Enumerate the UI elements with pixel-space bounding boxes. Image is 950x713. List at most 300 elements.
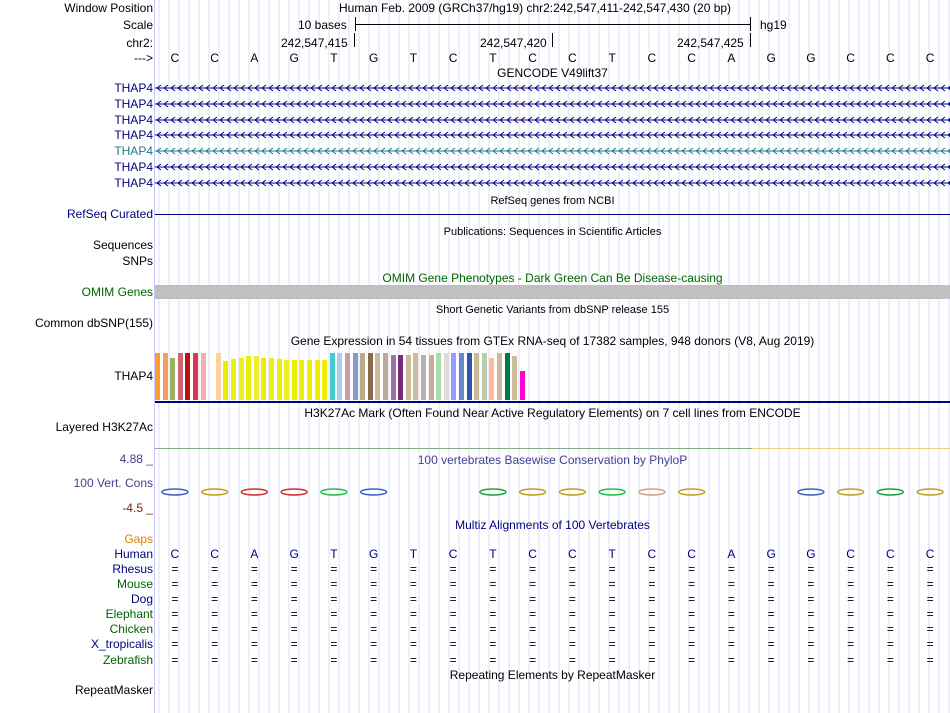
aligned-base-match: = [529,592,537,606]
aligned-base-match: = [886,653,894,667]
gtex-tissue-bar[interactable] [185,353,190,401]
aligned-base-match: = [489,637,497,651]
sequences-label[interactable]: Sequences [92,238,153,252]
human-base-letter: C [568,547,577,561]
aligned-base-match: = [886,562,894,576]
base-letter: T [330,51,338,65]
aligned-base-match: = [926,653,934,667]
aligned-base-match: = [767,637,775,651]
base-letter: C [886,51,895,65]
aligned-base-match: = [250,607,258,621]
aligned-base-match: = [290,577,298,591]
aligned-base-match: = [608,592,616,606]
human-base-letter: C [925,547,935,561]
gtex-tissue-bar[interactable] [391,355,396,400]
gtex-tissue-bar[interactable] [231,359,236,400]
pubs-track-title: Publications: Sequences in Scientific Articles [443,226,662,238]
aligned-base-match: = [807,607,815,621]
aligned-base-match: = [727,562,735,576]
conservation-mark [162,489,188,495]
conservation-mark [838,489,864,495]
aligned-base-match: = [767,562,775,576]
aligned-base-match: = [529,607,537,621]
aligned-base-match: = [767,607,775,621]
cons-label[interactable]: 100 Vert. Cons [73,476,153,490]
gaps-label[interactable]: Gaps [124,532,153,546]
aligned-base-match: = [330,562,338,576]
aligned-base-match: = [847,562,855,576]
gtex-tissue-bar[interactable] [216,353,221,401]
base-letter: C [647,51,657,65]
aligned-base-match: = [409,653,417,667]
aligned-base-match: = [370,637,378,651]
aligned-base-match: = [807,592,815,606]
base-letter: G [289,51,299,65]
aligned-base-match: = [489,653,497,667]
aligned-base-match: = [807,622,815,636]
aligned-base-match: = [370,607,378,621]
aligned-base-match: = [568,592,576,606]
refseq-track-title: RefSeq genes from NCBI [490,195,615,207]
aligned-base-match: = [409,607,417,621]
dbsnp-track-title: Short Genetic Variants from dbSNP release 155 [435,304,670,316]
conservation-mark [241,489,267,495]
gtex-gene-label[interactable]: THAP4 [114,369,153,383]
gtex-tissue-bar[interactable] [467,353,472,401]
gtex-tissue-bar[interactable] [330,353,335,401]
gtex-tissue-bar[interactable] [178,353,183,401]
coord-tick [750,33,751,47]
gtex-tissue-bar[interactable] [451,353,456,401]
aligned-base-match: = [727,653,735,667]
refseq-gene-line[interactable] [155,214,950,215]
aligned-base-match: = [886,637,894,651]
gtex-tissue-bar[interactable] [383,353,388,401]
aligned-base-match: = [608,622,616,636]
conservation-mark [361,489,387,495]
aligned-base-match: = [648,622,656,636]
conservation-mark [599,489,625,495]
conservation-mark [520,489,546,495]
aligned-base-match: = [330,607,338,621]
aligned-base-match: = [847,607,855,621]
gtex-tissue-bar[interactable] [292,360,297,400]
species-alignment-row [155,562,950,576]
species-alignment-row [155,592,950,606]
human-base-letter: G [806,547,816,561]
aligned-base-match: = [370,562,378,576]
human-base-letter: G [368,547,379,561]
gtex-tissue-bar[interactable] [375,353,380,401]
window-position-label: Window Position [64,1,153,15]
gtex-tissue-bar[interactable] [193,353,198,401]
aligned-base-match: = [250,637,258,651]
gtex-tissue-bar[interactable] [398,355,403,400]
aligned-base-match: = [688,577,696,591]
cons-min-label: -4.5 _ [122,501,153,515]
h3k27ac-label[interactable]: Layered H3K27Ac [55,420,153,434]
gtex-tissue-bar[interactable] [315,360,320,400]
base-letter: T [608,51,616,65]
aligned-base-match: = [767,592,775,606]
gtex-tissue-bar[interactable] [360,353,365,401]
aligned-base-match: = [370,653,378,667]
aligned-base-match: = [250,592,258,606]
base-letter: A [250,51,259,65]
gtex-tissue-bar[interactable] [368,353,373,401]
base-letter: G [806,51,816,65]
gencode-gene-label[interactable]: THAP4 [114,81,153,95]
species-alignment-row [155,637,950,651]
gtex-tissue-bar[interactable] [413,353,418,401]
gtex-tissue-bar[interactable] [277,359,282,400]
base-letter: C [528,51,537,65]
aligned-base-match: = [886,592,894,606]
human-base-letter: A [250,547,259,561]
human-base-letter: C [647,547,657,561]
cons-max-label: 4.88 _ [119,452,153,466]
aligned-base-match: = [171,637,179,651]
aligned-base-match: = [171,577,179,591]
gtex-tissue-bar[interactable] [223,361,228,400]
species-alignment-row [155,577,950,591]
base-letter: C [846,51,855,65]
base-letter: G [766,51,776,65]
aligned-base-match: = [171,607,179,621]
aligned-base-match: = [171,653,179,667]
aligned-base-match: = [529,562,537,576]
aligned-base-match: = [727,637,735,651]
aligned-base-match: = [529,622,537,636]
gencode-transcripts[interactable] [155,80,950,192]
gtex-tissue-bar[interactable] [406,355,411,400]
aligned-base-match: = [370,592,378,606]
phylop-track-title: 100 vertebrates Basewise Conservation by PhyloP [417,453,688,467]
aligned-base-match: = [330,637,338,651]
aligned-base-match: = [568,622,576,636]
aligned-base-match: = [171,562,179,576]
gtex-tissue-bar[interactable] [444,353,449,401]
base-letter: A [727,51,736,65]
aligned-base-match: = [648,577,656,591]
base-letter: T [489,51,497,65]
aligned-base-match: = [330,653,338,667]
conservation-mark [798,489,824,495]
aligned-base-match: = [568,653,576,667]
aligned-base-match: = [568,607,576,621]
omim-gene-bar[interactable] [155,285,950,299]
gtex-tissue-bar[interactable] [163,353,168,401]
aligned-base-match: = [648,592,656,606]
aligned-base-match: = [648,637,656,651]
aligned-base-match: = [648,607,656,621]
aligned-base-match: = [568,637,576,651]
aligned-base-match: = [290,592,298,606]
aligned-base-match: = [807,577,815,591]
gtex-tissue-bar[interactable] [299,360,304,400]
aligned-base-match: = [211,592,219,606]
base-letter: C [210,51,219,65]
aligned-base-match: = [290,562,298,576]
aligned-base-match: = [449,622,457,636]
species-label-rhesus[interactable]: Rhesus [112,562,153,576]
aligned-base-match: = [926,577,934,591]
aligned-base-match: = [926,592,934,606]
aligned-base-match: = [290,607,298,621]
aligned-base-match: = [608,577,616,591]
aligned-base-match: = [648,653,656,667]
gtex-tissue-bar[interactable] [520,371,525,400]
aligned-base-match: = [926,637,934,651]
aligned-base-match: = [290,622,298,636]
aligned-base-match: = [171,622,179,636]
aligned-base-match: = [370,577,378,591]
gtex-tissue-bar[interactable] [482,353,487,401]
aligned-base-match: = [608,607,616,621]
aligned-base-match: = [449,637,457,651]
gtex-tissue-bar[interactable] [322,360,327,400]
scale-label: Scale [122,18,153,32]
human-base-letter: C [210,547,219,561]
aligned-base-match: = [847,622,855,636]
human-base-letter: C [528,547,537,561]
human-base-letter: C [687,547,696,561]
species-label-human[interactable]: Human [114,547,153,561]
gencode-gene-label[interactable]: THAP4 [114,176,153,190]
human-base-letter: G [766,547,776,561]
gtex-tissue-bar[interactable] [284,360,289,400]
aligned-base-match: = [886,577,894,591]
aligned-base-match: = [449,607,457,621]
dbsnp-label[interactable]: Common dbSNP(155) [34,316,153,330]
aligned-base-match: = [370,622,378,636]
aligned-base-match: = [688,592,696,606]
aligned-base-match: = [886,607,894,621]
db-label: hg19 [760,18,787,32]
aligned-base-match: = [608,653,616,667]
gtex-tissue-bar[interactable] [436,353,441,401]
aligned-base-match: = [489,577,497,591]
aligned-base-match: = [449,592,457,606]
repeatmasker-label[interactable]: RepeatMasker [74,683,153,697]
gtex-tissue-bar[interactable] [421,355,426,400]
base-sequence [155,51,950,65]
aligned-base-match: = [608,637,616,651]
human-base-letter: G [289,547,299,561]
aligned-base-match: = [688,622,696,636]
gtex-tissue-bar[interactable] [429,355,434,400]
gtex-tissue-bar[interactable] [170,358,175,401]
human-base-letter: T [608,547,616,561]
gtex-tissue-bar[interactable] [345,353,350,401]
gtex-tissue-bar[interactable] [474,353,479,401]
aligned-base-match: = [489,607,497,621]
base-letter: C [687,51,696,65]
species-label-mouse[interactable]: Mouse [116,577,153,591]
aligned-base-match: = [250,577,258,591]
gtex-tissue-bar[interactable] [505,353,510,401]
aligned-base-match: = [727,622,735,636]
aligned-base-match: = [409,592,417,606]
human-base-letter: C [846,547,855,561]
coord-tick-label: 242,547,415 [281,36,348,50]
conservation-mark [639,489,665,495]
human-base-letter: T [409,547,418,561]
conservation-mark [281,489,307,495]
conservation-mark [877,489,903,495]
scale-text: 10 bases [298,18,347,32]
aligned-base-match: = [847,653,855,667]
human-base-letter: A [727,547,736,561]
rmsk-track-title: Repeating Elements by RepeatMasker [449,668,656,682]
aligned-base-match: = [807,653,815,667]
species-alignment-row [155,622,950,636]
human-aligned-bases [155,547,950,561]
aligned-base-match: = [489,562,497,576]
gencode-gene-label[interactable]: THAP4 [114,128,153,142]
aligned-base-match: = [211,562,219,576]
aligned-base-match: = [449,577,457,591]
gtex-tissue-bar[interactable] [239,358,244,400]
base-letter: G [368,51,379,65]
gtex-track-title: Gene Expression in 54 tissues from GTEx RNA-seq of 17382 samples, 948 donors (V8, Aug 2019) [290,334,815,348]
aligned-base-match: = [211,577,219,591]
gtex-tissue-bar[interactable] [254,356,259,400]
coord-tick-label: 242,547,420 [480,36,547,50]
aligned-base-match: = [767,653,775,667]
human-base-letter: T [489,547,497,561]
base-letter: C [568,51,577,65]
aligned-base-match: = [688,562,696,576]
aligned-base-match: = [926,562,934,576]
conservation-mark [480,489,506,495]
scale-bar [355,17,751,31]
omim-track-title: OMIM Gene Phenotypes - Dark Green Can Be Disease-causing [382,271,723,285]
aligned-base-match: = [330,622,338,636]
gencode-gene-label[interactable]: THAP4 [114,113,153,127]
aligned-base-match: = [568,562,576,576]
gtex-tissue-bar[interactable] [353,353,358,401]
gtex-tissue-bar[interactable] [512,356,517,400]
human-base-letter: C [448,547,458,561]
species-label-chicken[interactable]: Chicken [109,622,153,636]
aligned-base-match: = [648,562,656,576]
aligned-base-match: = [886,622,894,636]
gtex-tissue-bar[interactable] [261,358,266,401]
gtex-tissue-bar[interactable] [269,358,274,401]
aligned-base-match: = [847,592,855,606]
aligned-base-match: = [250,562,258,576]
human-base-letter: C [170,547,180,561]
aligned-base-match: = [767,577,775,591]
assembly-position: Human Feb. 2009 (GRCh37/hg19) chr2:242,547,411-242,547,430 (20 bp) [339,1,732,15]
aligned-base-match: = [409,637,417,651]
aligned-base-match: = [211,637,219,651]
species-label-zebrafish[interactable]: Zebrafish [102,653,153,667]
aligned-base-match: = [211,622,219,636]
aligned-base-match: = [330,592,338,606]
gtex-tissue-bar[interactable] [497,353,502,401]
gencode-gene-label[interactable]: THAP4 [114,160,153,174]
coord-tick-label: 242,547,425 [677,36,744,50]
gtex-tissue-bar[interactable] [155,353,160,401]
gtex-tissue-bar[interactable] [459,353,464,401]
aligned-base-match: = [449,653,457,667]
conservation-mark [679,489,705,495]
base-letter: T [409,51,418,65]
aligned-base-match: = [449,562,457,576]
aligned-base-match: = [409,622,417,636]
aligned-base-match: = [688,653,696,667]
aligned-base-match: = [688,607,696,621]
omim-label[interactable]: OMIM Genes [81,285,153,299]
aligned-base-match: = [847,577,855,591]
snps-label[interactable]: SNPs [122,254,153,268]
aligned-base-match: = [250,622,258,636]
aligned-base-match: = [171,592,179,606]
phylop-logo-row[interactable] [155,484,950,504]
aligned-base-match: = [290,637,298,651]
species-label-elephant[interactable]: Elephant [105,607,153,621]
species-label-dog[interactable]: Dog [130,592,153,606]
aligned-base-match: = [409,562,417,576]
aligned-base-match: = [489,592,497,606]
coord-tick [354,33,355,47]
gencode-track-title: GENCODE V49lift37 [497,66,608,80]
gtex-tissue-bar[interactable] [307,360,312,400]
human-base-letter: T [330,547,338,561]
h3k27ac-signal[interactable] [155,448,752,449]
aligned-base-match: = [568,577,576,591]
species-alignment-row [155,653,950,667]
conservation-mark [559,489,585,495]
gencode-gene-label[interactable]: THAP4 [114,144,153,158]
aligned-base-match: = [767,622,775,636]
conservation-mark [321,489,347,495]
aligned-base-match: = [290,653,298,667]
aligned-base-match: = [211,607,219,621]
aligned-base-match: = [409,577,417,591]
gtex-tissue-bar[interactable] [489,358,494,401]
aligned-base-match: = [608,562,616,576]
aligned-base-match: = [529,637,537,651]
aligned-base-match: = [529,577,537,591]
gtex-baseline [155,401,950,403]
species-label-xtropicalis[interactable]: X_tropicalis [90,637,153,651]
aligned-base-match: = [211,653,219,667]
human-base-letter: C [886,547,895,561]
h3k27ac-signal[interactable] [752,448,950,449]
aligned-base-match: = [529,653,537,667]
aligned-base-match: = [330,577,338,591]
species-alignment-row [155,607,950,621]
aligned-base-match: = [489,622,497,636]
aligned-base-match: = [727,592,735,606]
gtex-tissue-bar[interactable] [201,353,206,401]
conservation-mark [917,489,943,495]
aligned-base-match: = [847,637,855,651]
aligned-base-match: = [807,562,815,576]
gtex-tissue-bar[interactable] [246,356,251,400]
gtex-tissue-bar[interactable] [337,353,342,401]
refseq-label[interactable]: RefSeq Curated [66,207,153,221]
gtex-expression-bars[interactable] [155,348,950,402]
aligned-base-match: = [727,577,735,591]
gencode-gene-label[interactable]: THAP4 [114,97,153,111]
aligned-base-match: = [250,653,258,667]
h3k27ac-track-title: H3K27Ac Mark (Often Found Near Active Regulatory Elements) on 7 cell lines from ENCODE [304,406,801,420]
aligned-base-match: = [807,637,815,651]
